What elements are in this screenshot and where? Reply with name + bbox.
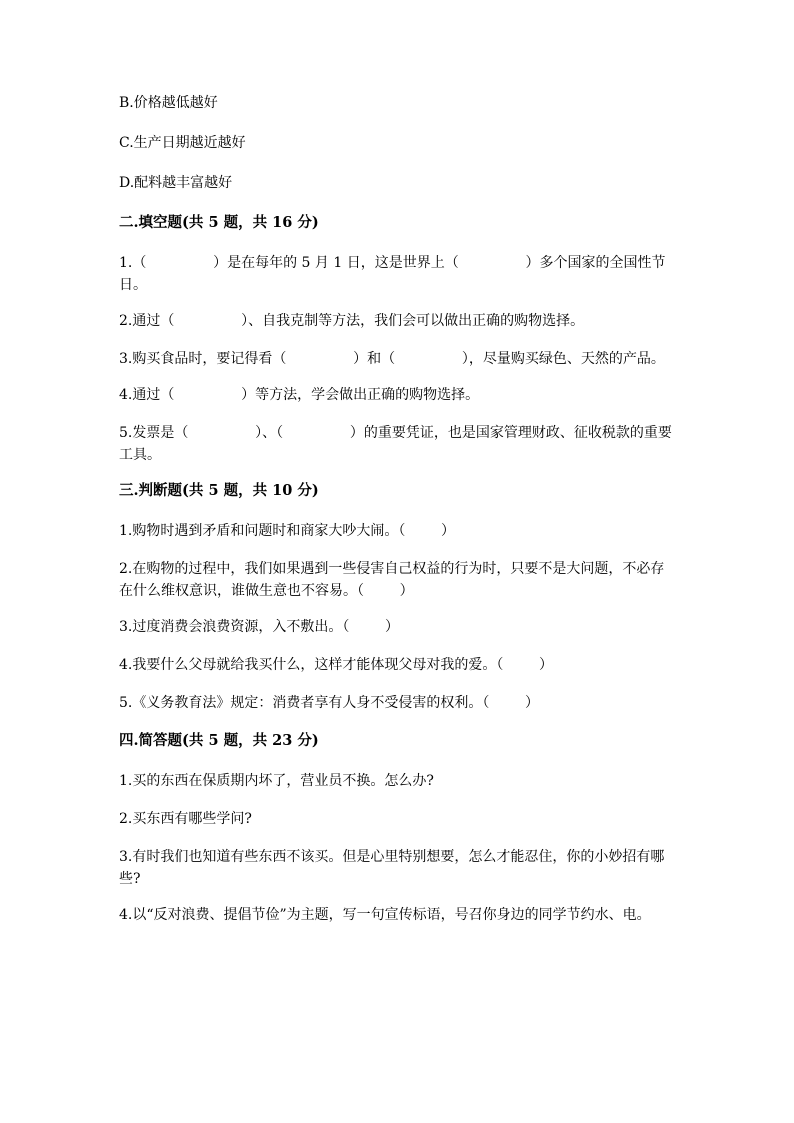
true-false-question-1: 1.购物时遇到矛盾和问题时和商家大吵大闹。（ ） [119, 523, 455, 539]
option-d: D.配料越丰富越好 [119, 175, 233, 191]
fill-blank-question-5: 5.发票是（ ）、（ ）的重要凭证，也是国家管理财政、征收税款的重要工具。 [119, 425, 672, 463]
true-false-question-5: 5.《义务教育法》规定：消费者享有人身不受侵害的权利。（ ） [119, 695, 539, 711]
short-answer-question-4: 4.以“反对浪费、提倡节俭”为主题，写一句宣传标语，号召你身边的同学节约水、电。 [119, 907, 651, 923]
section-heading-fill-blank: 二.填空题(共 5 题，共 16 分) [119, 214, 319, 231]
true-false-question-3: 3.过度消费会浪费资源，入不敷出。（ ） [119, 619, 399, 635]
exam-page [119, 92, 674, 940]
true-false-question-4: 4.我要什么父母就给我买什么，这样才能体现父母对我的爱。（ ） [119, 657, 553, 673]
short-answer-question-1: 1.买的东西在保质期内坏了，营业员不换。怎么办? [119, 773, 434, 789]
section-heading-true-false: 三.判断题(共 5 题，共 10 分) [119, 482, 319, 499]
fill-blank-question-4: 4.通过（ ）等方法，学会做出正确的购物选择。 [119, 387, 480, 403]
option-b: B.价格越低越好 [119, 95, 218, 111]
fill-blank-question-2: 2.通过（ ）、自我克制等方法，我们会可以做出正确的购物选择。 [119, 313, 585, 329]
section-heading-short-answer: 四.简答题(共 5 题，共 23 分) [119, 732, 319, 749]
fill-blank-question-1: 1.（ ）是在每年的 5 月 1 日，这是世界上（ ）多个国家的全国性节日。 [119, 255, 666, 293]
short-answer-question-2: 2.买东西有哪些学问? [119, 811, 252, 827]
short-answer-question-3: 3.有时我们也知道有些东西不该买。但是心里特别想要，怎么才能忍住，你的小妙招有哪些? [119, 849, 665, 887]
true-false-question-2: 2.在购物的过程中，我们如果遇到一些侵害自己权益的行为时，只要不是大问题，不必存在什么维权意识，谁做生意也不容易。（ ） [119, 561, 665, 599]
option-c: C.生产日期越近越好 [119, 135, 246, 151]
fill-blank-question-3: 3.购买食品时，要记得看（ ）和（ ），尽量购买绿色、天然的产品。 [119, 351, 665, 367]
